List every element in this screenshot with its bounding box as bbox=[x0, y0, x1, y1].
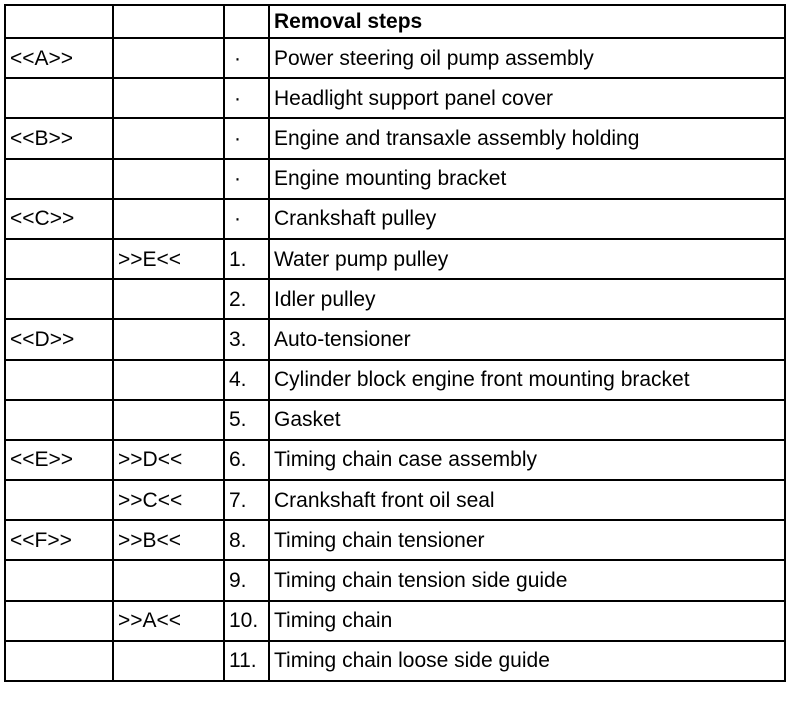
removal-ref-cell bbox=[5, 279, 113, 319]
install-ref-cell bbox=[113, 118, 224, 158]
step-number-cell: · bbox=[224, 38, 269, 78]
step-number-cell: 10. bbox=[224, 601, 269, 641]
removal-ref-cell: <<C>> bbox=[5, 199, 113, 239]
step-number-cell: 6. bbox=[224, 440, 269, 480]
table-row bbox=[5, 560, 785, 600]
step-description-cell: Engine mounting bracket bbox=[269, 159, 785, 199]
table-row bbox=[5, 159, 785, 199]
removal-ref-cell: <<D>> bbox=[5, 319, 113, 359]
header-cell-install-ref bbox=[113, 5, 224, 38]
step-number-cell: 11. bbox=[224, 641, 269, 681]
removal-ref-cell bbox=[5, 239, 113, 279]
step-number-cell: · bbox=[224, 118, 269, 158]
install-ref-cell: >>B<< bbox=[113, 520, 224, 560]
removal-ref-cell: <<F>> bbox=[5, 520, 113, 560]
step-description-cell: Timing chain tensioner bbox=[269, 520, 785, 560]
removal-ref-cell bbox=[5, 601, 113, 641]
step-number-cell: 8. bbox=[224, 520, 269, 560]
removal-ref-cell bbox=[5, 560, 113, 600]
install-ref-cell bbox=[113, 159, 224, 199]
removal-ref-cell bbox=[5, 78, 113, 118]
install-ref-cell bbox=[113, 199, 224, 239]
table-row bbox=[5, 38, 785, 78]
step-number-cell: 7. bbox=[224, 480, 269, 520]
removal-ref-cell: <<B>> bbox=[5, 118, 113, 158]
install-ref-cell bbox=[113, 360, 224, 400]
step-description-cell: Timing chain loose side guide bbox=[269, 641, 785, 681]
step-description-cell: Crankshaft pulley bbox=[269, 199, 785, 239]
table-row bbox=[5, 601, 785, 641]
step-number-cell: 1. bbox=[224, 239, 269, 279]
removal-ref-cell bbox=[5, 400, 113, 440]
header-cell-step bbox=[224, 5, 269, 38]
table-row bbox=[5, 199, 785, 239]
step-description-cell: Power steering oil pump assembly bbox=[269, 38, 785, 78]
table-row bbox=[5, 641, 785, 681]
table-row bbox=[5, 118, 785, 158]
install-ref-cell: >>E<< bbox=[113, 239, 224, 279]
table-row bbox=[5, 480, 785, 520]
install-ref-cell bbox=[113, 38, 224, 78]
step-number-cell: 3. bbox=[224, 319, 269, 359]
step-description-cell: Crankshaft front oil seal bbox=[269, 480, 785, 520]
step-description-cell: Engine and transaxle assembly holding bbox=[269, 118, 785, 158]
install-ref-cell bbox=[113, 641, 224, 681]
install-ref-cell bbox=[113, 400, 224, 440]
install-ref-cell bbox=[113, 319, 224, 359]
step-number-cell: · bbox=[224, 159, 269, 199]
install-ref-cell: >>A<< bbox=[113, 601, 224, 641]
step-description-cell: Idler pulley bbox=[269, 279, 785, 319]
table-header-row bbox=[5, 5, 785, 38]
step-description-cell: Cylinder block engine front mounting bracket bbox=[269, 360, 785, 400]
removal-ref-cell bbox=[5, 480, 113, 520]
step-description-cell: Water pump pulley bbox=[269, 239, 785, 279]
step-description-cell: Auto-tensioner bbox=[269, 319, 785, 359]
step-description-cell: Timing chain tension side guide bbox=[269, 560, 785, 600]
step-description-cell: Headlight support panel cover bbox=[269, 78, 785, 118]
table-row bbox=[5, 78, 785, 118]
install-ref-cell bbox=[113, 279, 224, 319]
removal-steps-table bbox=[4, 4, 786, 682]
removal-ref-cell bbox=[5, 159, 113, 199]
table-row bbox=[5, 279, 785, 319]
install-ref-cell bbox=[113, 560, 224, 600]
header-cell-removal-ref bbox=[5, 5, 113, 38]
step-number-cell: 2. bbox=[224, 279, 269, 319]
step-description-cell: Timing chain bbox=[269, 601, 785, 641]
table-row bbox=[5, 400, 785, 440]
step-number-cell: 9. bbox=[224, 560, 269, 600]
removal-ref-cell bbox=[5, 360, 113, 400]
table-row bbox=[5, 520, 785, 560]
removal-ref-cell bbox=[5, 641, 113, 681]
table-row bbox=[5, 360, 785, 400]
step-number-cell: 4. bbox=[224, 360, 269, 400]
step-description-cell: Timing chain case assembly bbox=[269, 440, 785, 480]
install-ref-cell bbox=[113, 78, 224, 118]
table-title: Removal steps bbox=[269, 5, 785, 38]
removal-ref-cell: <<A>> bbox=[5, 38, 113, 78]
step-number-cell: · bbox=[224, 78, 269, 118]
removal-ref-cell: <<E>> bbox=[5, 440, 113, 480]
table-row bbox=[5, 239, 785, 279]
step-number-cell: 5. bbox=[224, 400, 269, 440]
step-description-cell: Gasket bbox=[269, 400, 785, 440]
table-row bbox=[5, 319, 785, 359]
install-ref-cell: >>D<< bbox=[113, 440, 224, 480]
step-number-cell: · bbox=[224, 199, 269, 239]
install-ref-cell: >>C<< bbox=[113, 480, 224, 520]
table-row bbox=[5, 440, 785, 480]
